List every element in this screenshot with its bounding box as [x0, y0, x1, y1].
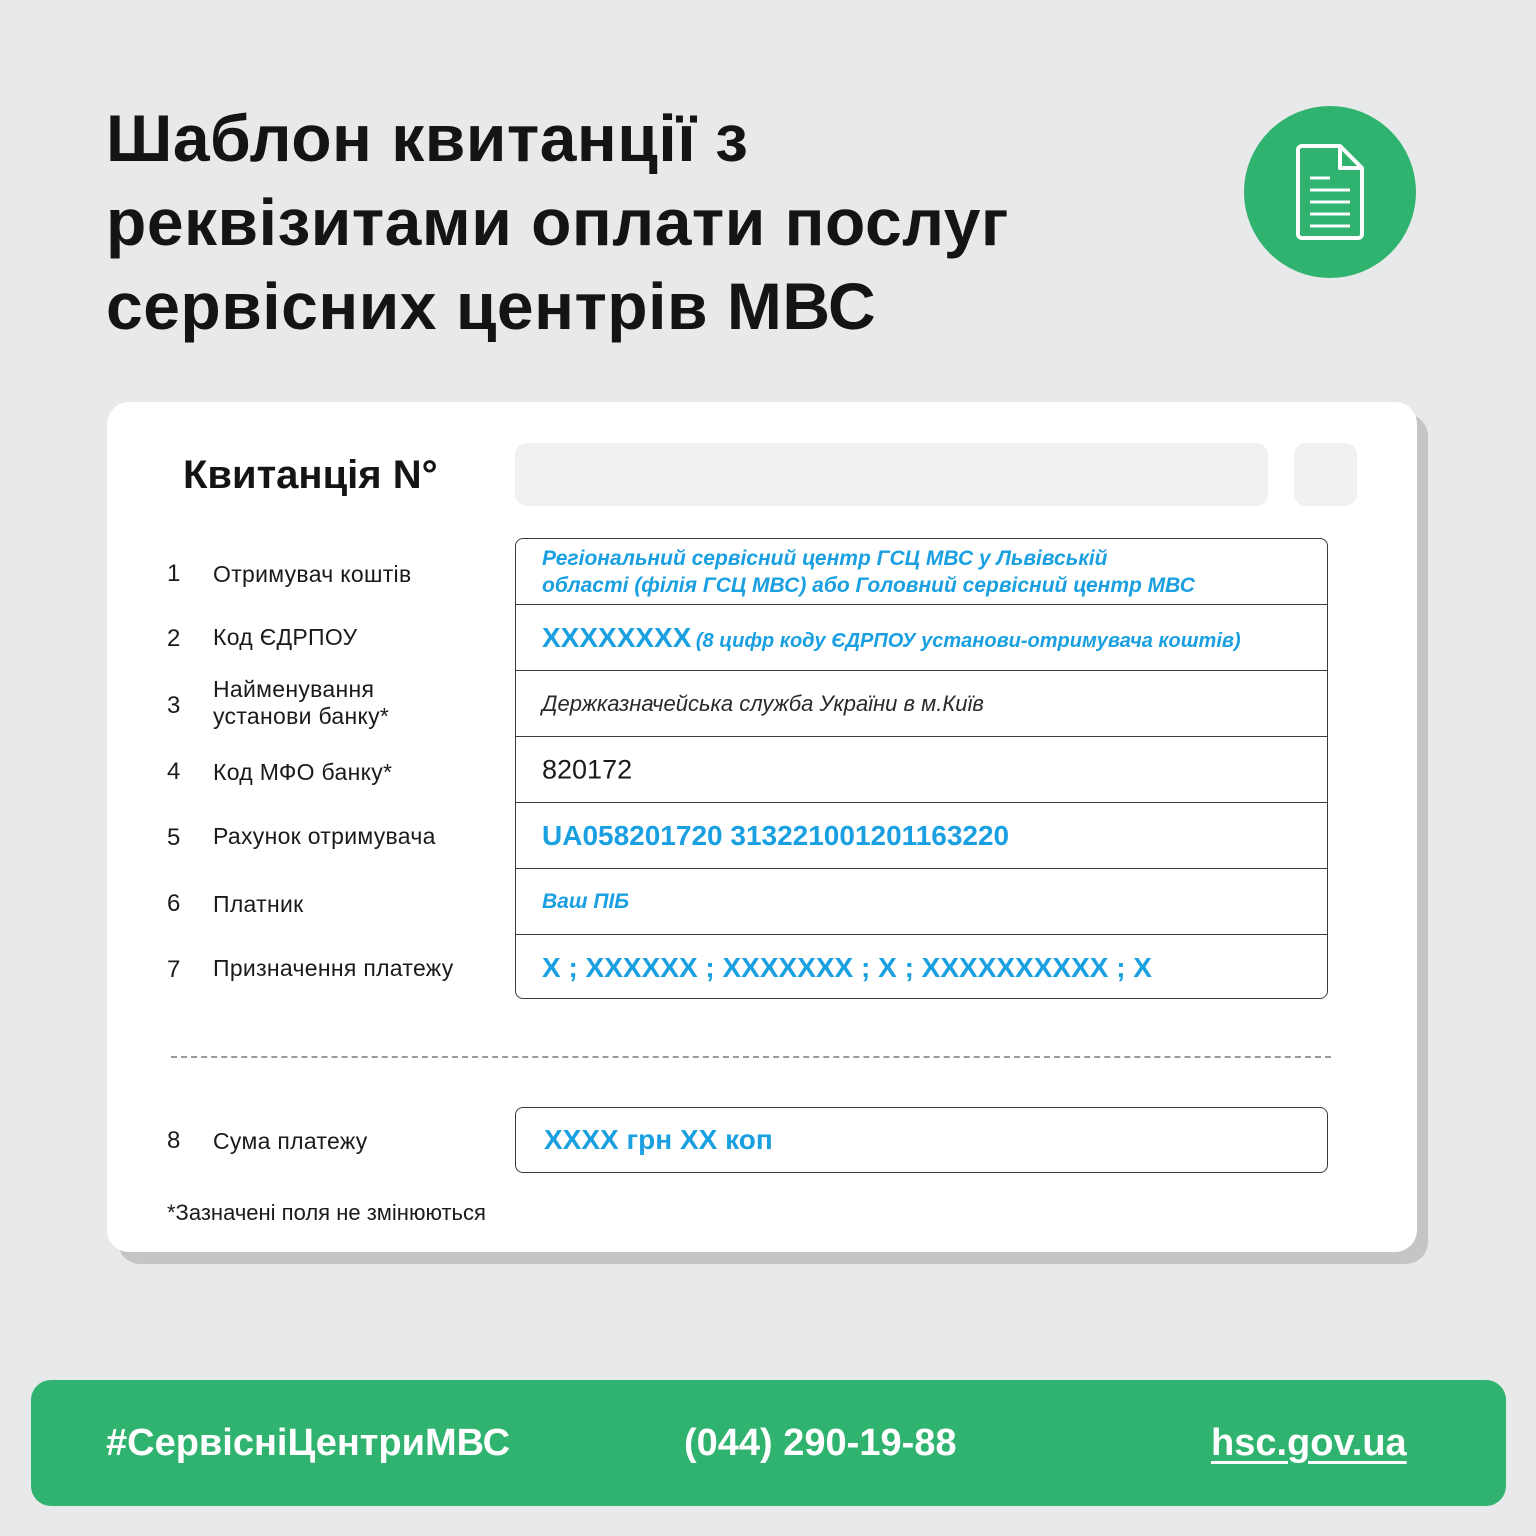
- receipt-title: Квитанція N°: [183, 453, 438, 497]
- row-label-sum: Сума платежу: [213, 1128, 368, 1154]
- table-row: [516, 803, 1327, 869]
- edrpou-hint: (8 цифр коду ЄДРПОУ установи-отримувача коштів): [695, 629, 1241, 652]
- bank-name-value: Держказначейська служба України в м.Київ: [542, 690, 984, 716]
- row-label-payer: Платник: [213, 891, 304, 917]
- title-line-3: сервісних центрів МВС: [106, 269, 877, 343]
- table-row: [516, 539, 1327, 605]
- row-label-mfo: Код МФО банку*: [213, 759, 393, 785]
- document-badge: [1244, 106, 1416, 278]
- row-number-7: 7: [167, 956, 181, 983]
- receipt-table: [515, 538, 1328, 999]
- mfo-value: 820172: [542, 754, 633, 784]
- footer-phone[interactable]: (044) 290-19-88: [684, 1422, 957, 1464]
- footer-website-link[interactable]: hsc.gov.ua: [1211, 1422, 1407, 1464]
- row-number-8: 8: [167, 1127, 181, 1154]
- row-number-6: 6: [167, 890, 181, 917]
- row-label-account: Рахунок отримувача: [213, 823, 436, 849]
- account-value: UA058201720 313221001201163220: [542, 819, 1010, 851]
- payer-value[interactable]: Ваш ПІБ: [542, 889, 630, 913]
- row-label-bank-name-line-2: установи банку*: [213, 703, 390, 729]
- title-line-1: Шаблон квитанції з: [106, 101, 749, 175]
- row-number-4: 4: [167, 758, 181, 785]
- row-label-purpose: Призначення платежу: [213, 955, 454, 981]
- row-label-bank-name: [213, 676, 389, 730]
- page-title: [106, 96, 1106, 348]
- table-row: [516, 869, 1327, 935]
- footer-bar: [31, 1380, 1506, 1506]
- row-number-1: 1: [167, 560, 181, 587]
- table-row: [516, 737, 1327, 803]
- footnote: *Зазначені поля не змінюються: [167, 1200, 486, 1225]
- receipt-number-suffix-field[interactable]: [1294, 443, 1357, 506]
- table-row: [516, 671, 1327, 737]
- cut-line-divider: [171, 1056, 1331, 1058]
- document-icon: [1294, 142, 1366, 242]
- row-label-edrpou: Код ЄДРПОУ: [213, 624, 358, 650]
- receipt-number-field[interactable]: [515, 443, 1268, 506]
- title-line-2: реквізитами оплати послуг: [106, 185, 1009, 259]
- edrpou-code: XXXXXXXX: [542, 621, 692, 653]
- sum-field[interactable]: [515, 1107, 1328, 1173]
- purpose-value[interactable]: X ; XXXXXX ; XXXXXXX ; X ; XXXXXXXXXX ; X: [542, 952, 1152, 983]
- recipient-value-line-1: Регіональний сервісний центр ГСЦ МВС у Львівській: [542, 546, 1108, 570]
- row-label-bank-name-line-1: Найменування: [213, 676, 375, 702]
- recipient-value[interactable]: [542, 545, 1317, 599]
- receipt-card: [107, 402, 1417, 1252]
- row-number-2: 2: [167, 625, 181, 652]
- row-number-5: 5: [167, 824, 181, 851]
- sum-value: XXXX грн XX коп: [544, 1124, 773, 1155]
- table-row: [516, 935, 1327, 1001]
- row-number-3: 3: [167, 692, 181, 719]
- edrpou-value[interactable]: [542, 622, 1317, 654]
- recipient-value-line-2: області (філія ГСЦ МВС) або Головний сервісний центр МВС: [542, 573, 1195, 597]
- footer-hashtag: #СервісніЦентриМВС: [106, 1422, 511, 1464]
- row-label-recipient: Отримувач коштів: [213, 561, 412, 587]
- table-row: [516, 605, 1327, 671]
